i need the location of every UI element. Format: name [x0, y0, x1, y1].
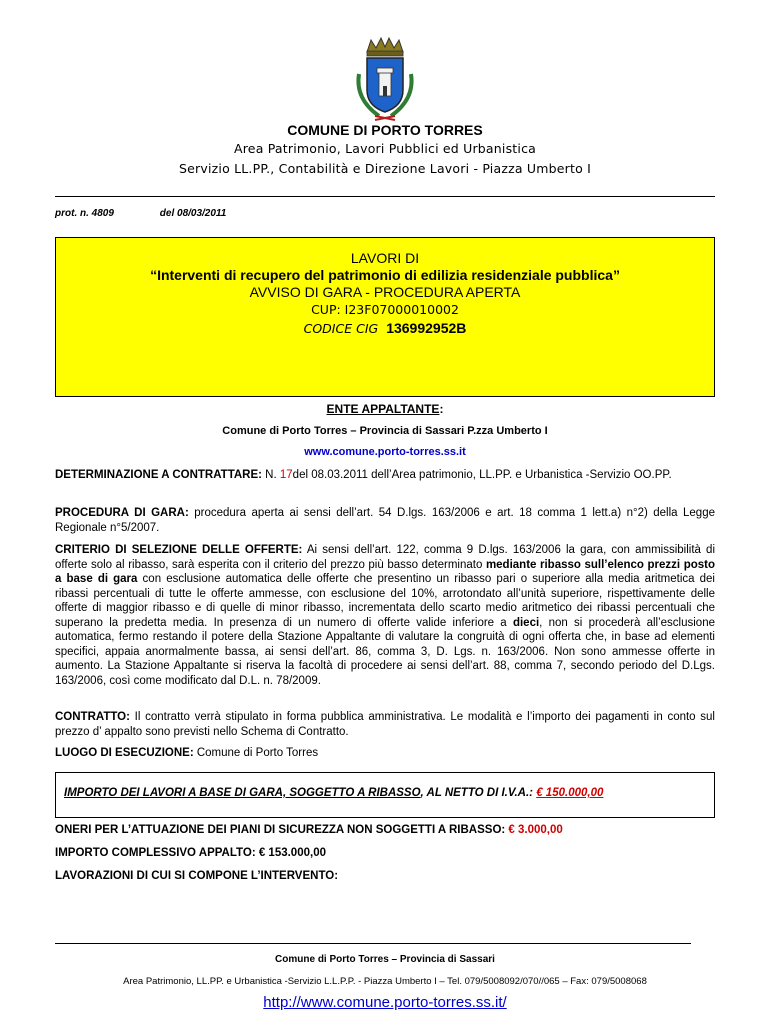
department-subtitle: Area Patrimonio, Lavori Pubblici ed Urbanistica [233, 141, 537, 156]
box-line-cup: CUP: I23F07000010002 [311, 302, 459, 317]
complessivo-value: : € 153.000,00 [251, 847, 326, 859]
importo-line [64, 787, 603, 799]
footer-entity: Comune di Porto Torres – Provincia di Sassari [275, 954, 495, 965]
municipal-crest-icon [345, 34, 425, 124]
crit-text-3: , non si procederà all’esclusione automatica, fermo restando il potere della Stazione Appaltante di valutare la congruità di ogni offerta che, in base ad elementi specifici, appaia anormalmente bassa, ai sensi dell’art. 86, comma 3, D. Lgs. n. 163/2006. Non sono ammesse offerte in aumento. La Stazione Appaltante si riserva la facoltà di procedere ai sensi dell’art. 88, comma 7, secondo periodo del D.Lgs. 163/2006, così come modificato dal D.L. n. 78/2009. [55, 616, 715, 687]
crit-label: CRITERIO DI SELEZIONE DELLE OFFERTE: [55, 544, 303, 556]
contr-text: Il contratto verrà stipulato in forma pubblica amministrativa. Le modalità e l’importo dei pagamenti in conto sul prezzo d’ appalto sono previsti nello Schema di Contratto. [55, 711, 715, 738]
luogo-label: LUOGO DI ESECUZIONE: [55, 747, 194, 759]
det-label: DETERMINAZIONE A CONTRATTARE: [55, 469, 262, 481]
importo-box [55, 772, 715, 818]
header-divider [55, 196, 715, 197]
ente-heading [0, 402, 770, 416]
box-line-lavori: LAVORI DI [350, 250, 420, 266]
procedura-paragraph [55, 506, 715, 535]
box-line-intervention: “Interventi di recupero del patrimonio di edilizia residenziale pubblica” [150, 267, 620, 283]
page-title: COMUNE DI PORTO TORRES [287, 122, 483, 138]
importo-mid: , AL NETTO DI I.V.A.: [420, 787, 537, 799]
luogo-text: Comune di Porto Torres [193, 747, 319, 759]
crit-bold: mediante ribasso sull’elenco prezzi posto a base di gara [55, 558, 715, 585]
det-pre: N. [261, 469, 280, 481]
box-line-cig [56, 320, 714, 336]
determinazione-paragraph [55, 468, 715, 483]
det-number: 17 [279, 469, 293, 481]
cig-label: CODICE CIG [303, 321, 379, 336]
lavorazioni-heading: LAVORAZIONI DI CUI SI COMPONE L’INTERVENTO: [55, 870, 339, 882]
contratto-paragraph [55, 710, 715, 739]
criterio-paragraph [55, 543, 715, 688]
crit-text-2: con esclusione automatica delle offerte che presentino un ribasso pari o superiore alla media aritmetica dei ribassi percentuali di tutte le offerte ammesse, con esclusione del 10%, arrotondato all’unità superiore, rispettivamente delle offerte di maggior ribasso e di quelle di minor ribasso, incrementata dello scarto medio aritmetico dei ribassi percentuali che superano la predetta media. In presenza di un numero di offerte valide inferiore a [55, 573, 715, 629]
cig-value: 136992952B [386, 320, 467, 336]
importo-value: € 150.000,00 [536, 787, 604, 799]
importo-label: IMPORTO DEI LAVORI A BASE DI GARA, SOGGETTO A RIBASSO [64, 787, 421, 799]
ente-website-link[interactable]: www.comune.porto-torres.ss.it [304, 446, 466, 458]
crit-bold-2: dieci [512, 616, 540, 629]
crit-text-1: Ai sensi dell’art. 122, comma 9 D.lgs. 163/2006 la gara, con ammissibilità di offerte solo al ribasso, sarà esperita con il criterio del prezzo più basso determinato [55, 544, 716, 571]
protocol-date: del 08/03/2011 [159, 208, 227, 219]
box-line-avviso: AVVISO DI GARA - PROCEDURA APERTA [249, 284, 521, 300]
footer-divider [55, 943, 691, 944]
complessivo-line [55, 847, 326, 859]
proc-text: procedura aperta ai sensi dell’art. 54 D.lgs. 163/2006 e art. 18 comma 1 lett.a) n°2) della Legge Regionale n°5/2007. [55, 507, 715, 534]
tender-title-box [55, 237, 715, 397]
oneri-value: € 3.000,00 [508, 824, 563, 836]
oneri-line [55, 824, 563, 836]
ente-label: ENTE APPALTANTE [326, 402, 440, 416]
ente-colon: : [439, 402, 444, 416]
oneri-label: ONERI PER L’ATTUAZIONE DEI PIANI DI SICUREZZA NON SOGGETTI A RIBASSO: [55, 824, 509, 836]
proc-label: PROCEDURA DI GARA: [55, 507, 189, 519]
protocol-line [55, 208, 226, 219]
footer-website-link[interactable]: http://www.comune.porto-torres.ss.it/ [263, 994, 507, 1011]
luogo-paragraph [55, 746, 715, 761]
det-text: del 08.03.2011 dell’Area patrimonio, LL.PP. e Urbanistica -Servizio OO.PP. [292, 469, 672, 481]
service-subtitle: Servizio LL.PP., Contabilità e Direzione Lavori - Piazza Umberto I [179, 161, 591, 176]
contr-label: CONTRATTO: [55, 711, 130, 723]
footer-contacts: Area Patrimonio, LL.PP. e Urbanistica -Servizio L.L.P.P. - Piazza Umberto I – Tel. 079/5008092/070//065 – Fax: 079/5008068 [123, 976, 647, 987]
protocol-number: prot. n. 4809 [55, 208, 114, 219]
ente-name: Comune di Porto Torres – Provincia di Sassari P.zza Umberto I [222, 425, 548, 437]
complessivo-label: IMPORTO COMPLESSIVO APPALTO [55, 847, 252, 859]
